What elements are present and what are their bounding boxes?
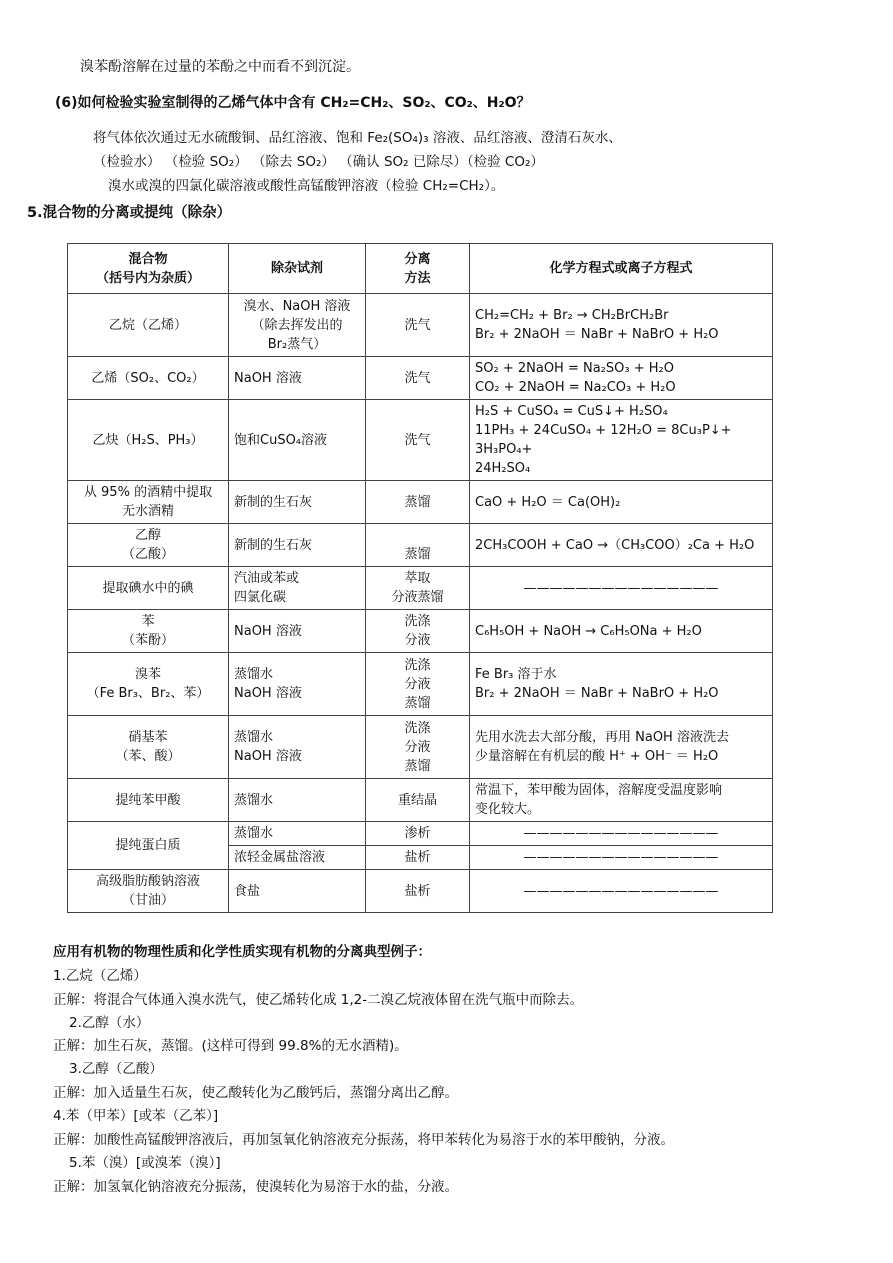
cell-reagent: 新制的生石灰 — [229, 524, 366, 567]
cell-equation: 常温下，苯甲酸为固体，溶解度受温度影响 变化较大。 — [470, 779, 773, 822]
cell-equation: 先用水洗去大部分酸，再用 NaOH 溶液洗去 少量溶解在有机层的酸 H⁺ + OH⁻ ＝ H₂O — [470, 716, 773, 779]
cell-method: 渗析 — [366, 822, 470, 846]
cell-equation: ——————————————— — [470, 870, 773, 913]
cell-mixture: 乙炔（H₂S、PH₃） — [68, 400, 229, 481]
question-6-title: (6)如何检验实验室制得的乙烯气体中含有 CH₂=CH₂、SO₂、CO₂、H₂O？ — [55, 95, 531, 111]
example-2: 2.乙醇（水） — [69, 1015, 150, 1031]
cell-mixture: 溴苯 （Fe Br₃、Br₂、苯） — [68, 653, 229, 716]
table-row — [68, 481, 773, 524]
table-row — [68, 779, 773, 822]
table-row — [68, 610, 773, 653]
cell-mixture: 乙醇 （乙酸） — [68, 524, 229, 567]
table-header-row — [68, 244, 773, 294]
cell-reagent: NaOH 溶液 — [229, 357, 366, 400]
cell-reagent: 饱和CuSO₄溶液 — [229, 400, 366, 481]
cell-mixture: 高级脂肪酸钠溶液 （甘油） — [68, 870, 229, 913]
cell-equation: CH₂=CH₂ + Br₂ → CH₂BrCH₂Br Br₂ + 2NaOH ＝ NaBr + NaBrO + H₂O — [470, 294, 773, 357]
header-method: 分离 方法 — [366, 244, 470, 294]
example-1-answer: 正解：将混合气体通入溴水洗气，使乙烯转化成 1,2-二溴乙烷液体留在洗气瓶中而除去。 — [53, 992, 584, 1008]
cell-mixture: 提取碘水中的碘 — [68, 567, 229, 610]
cell-reagent: 蒸馏水 — [229, 822, 366, 846]
cell-method: 蒸馏 — [366, 524, 470, 567]
intro-line: 溴苯酚溶解在过量的苯酚之中而看不到沉淀。 — [80, 59, 360, 75]
cell-reagent: NaOH 溶液 — [229, 610, 366, 653]
cell-equation: Fe Br₃ 溶于水 Br₂ + 2NaOH ＝ NaBr + NaBrO + H₂O — [470, 653, 773, 716]
example-3: 3.乙醇（乙酸） — [69, 1061, 163, 1077]
cell-reagent: 新制的生石灰 — [229, 481, 366, 524]
table-row — [68, 400, 773, 481]
cell-equation: ——————————————— — [470, 822, 773, 846]
separation-table — [67, 243, 773, 913]
cell-method: 盐析 — [366, 870, 470, 913]
examples-title: 应用有机物的物理性质和化学性质实现有机物的分离典型例子： — [53, 944, 431, 960]
example-4-answer: 正解：加酸性高锰酸钾溶液后，再加氢氧化钠溶液充分振荡，将甲苯转化为易溶于水的苯甲酸钠，分液。 — [53, 1132, 674, 1148]
table-row — [68, 822, 773, 846]
cell-reagent: 蒸馏水 — [229, 779, 366, 822]
example-5-answer: 正解：加氢氧化钠溶液充分振荡，使溴转化为易溶于水的盐，分液。 — [53, 1179, 458, 1195]
cell-method: 萃取 分液蒸馏 — [366, 567, 470, 610]
cell-equation: H₂S + CuSO₄ = CuS↓+ H₂SO₄ 11PH₃ + 24CuSO₄ + 12H₂O = 8Cu₃P↓+ 3H₃PO₄+ 24H₂SO₄ — [470, 400, 773, 481]
cell-equation: CaO + H₂O ＝ Ca(OH)₂ — [470, 481, 773, 524]
table-row — [68, 294, 773, 357]
example-1: 1.乙烷（乙烯） — [53, 968, 147, 984]
cell-mixture: 硝基苯 （苯、酸） — [68, 716, 229, 779]
cell-method: 洗气 — [366, 357, 470, 400]
header-reagent: 除杂试剂 — [229, 244, 366, 294]
cell-method: 洗涤 分液 蒸馏 — [366, 716, 470, 779]
table-row — [68, 567, 773, 610]
example-5: 5.苯（溴）[或溴苯（溴）] — [69, 1155, 221, 1171]
cell-mixture: 提纯苯甲酸 — [68, 779, 229, 822]
q6-answer-line-1: 将气体依次通过无水硫酸铜、品红溶液、饱和 Fe₂(SO₄)₃ 溶液、品红溶液、澄清石灰水、 — [93, 130, 622, 146]
table-row — [68, 870, 773, 913]
cell-equation: ——————————————— — [470, 567, 773, 610]
example-2-answer: 正解：加生石灰，蒸馏。(这样可得到 99.8%的无水酒精)。 — [53, 1038, 408, 1054]
cell-mixture: 乙烷（乙烯） — [68, 294, 229, 357]
cell-mixture: 从 95% 的酒精中提取 无水酒精 — [68, 481, 229, 524]
cell-method: 重结晶 — [366, 779, 470, 822]
cell-reagent: 汽油或苯或 四氯化碳 — [229, 567, 366, 610]
cell-equation: C₆H₅OH + NaOH → C₆H₅ONa + H₂O — [470, 610, 773, 653]
cell-reagent: 蒸馏水 NaOH 溶液 — [229, 716, 366, 779]
example-3-answer: 正解：加入适量生石灰，使乙酸转化为乙酸钙后，蒸馏分离出乙醇。 — [53, 1085, 458, 1101]
cell-mixture: 乙烯（SO₂、CO₂） — [68, 357, 229, 400]
header-equation: 化学方程式或离子方程式 — [470, 244, 773, 294]
q6-answer-line-3: 溴水或溴的四氯化碳溶液或酸性高锰酸钾溶液（检验 CH₂=CH₂）。 — [108, 178, 505, 194]
table-row — [68, 357, 773, 400]
cell-reagent: 食盐 — [229, 870, 366, 913]
cell-method: 洗涤 分液 — [366, 610, 470, 653]
section-5-title: 5.混合物的分离或提纯（除杂） — [27, 205, 232, 221]
cell-equation: SO₂ + 2NaOH = Na₂SO₃ + H₂O CO₂ + 2NaOH = Na₂CO₃ + H₂O — [470, 357, 773, 400]
cell-reagent: 溴水、NaOH 溶液 （除去挥发出的 Br₂蒸气） — [229, 294, 366, 357]
cell-method: 盐析 — [366, 846, 470, 870]
cell-equation: ——————————————— — [470, 846, 773, 870]
cell-mixture: 提纯蛋白质 — [68, 822, 229, 870]
table-row — [68, 653, 773, 716]
q6-answer-line-2: （检验水） （检验 SO₂） （除去 SO₂） （确认 SO₂ 已除尽）（检验 CO₂） — [93, 154, 544, 170]
cell-equation: 2CH₃COOH + CaO →（CH₃COO）₂Ca + H₂O — [470, 524, 773, 567]
cell-method: 洗气 — [366, 294, 470, 357]
cell-reagent: 蒸馏水 NaOH 溶液 — [229, 653, 366, 716]
cell-method: 洗气 — [366, 400, 470, 481]
cell-mixture: 苯 （苯酚） — [68, 610, 229, 653]
example-4: 4.苯（甲苯）[或苯（乙苯）] — [53, 1108, 219, 1124]
table-row — [68, 524, 773, 567]
cell-method: 蒸馏 — [366, 481, 470, 524]
table-row — [68, 716, 773, 779]
cell-method: 洗涤 分液 蒸馏 — [366, 653, 470, 716]
header-mixture: 混合物 （括号内为杂质） — [68, 244, 229, 294]
cell-reagent: 浓轻金属盐溶液 — [229, 846, 366, 870]
